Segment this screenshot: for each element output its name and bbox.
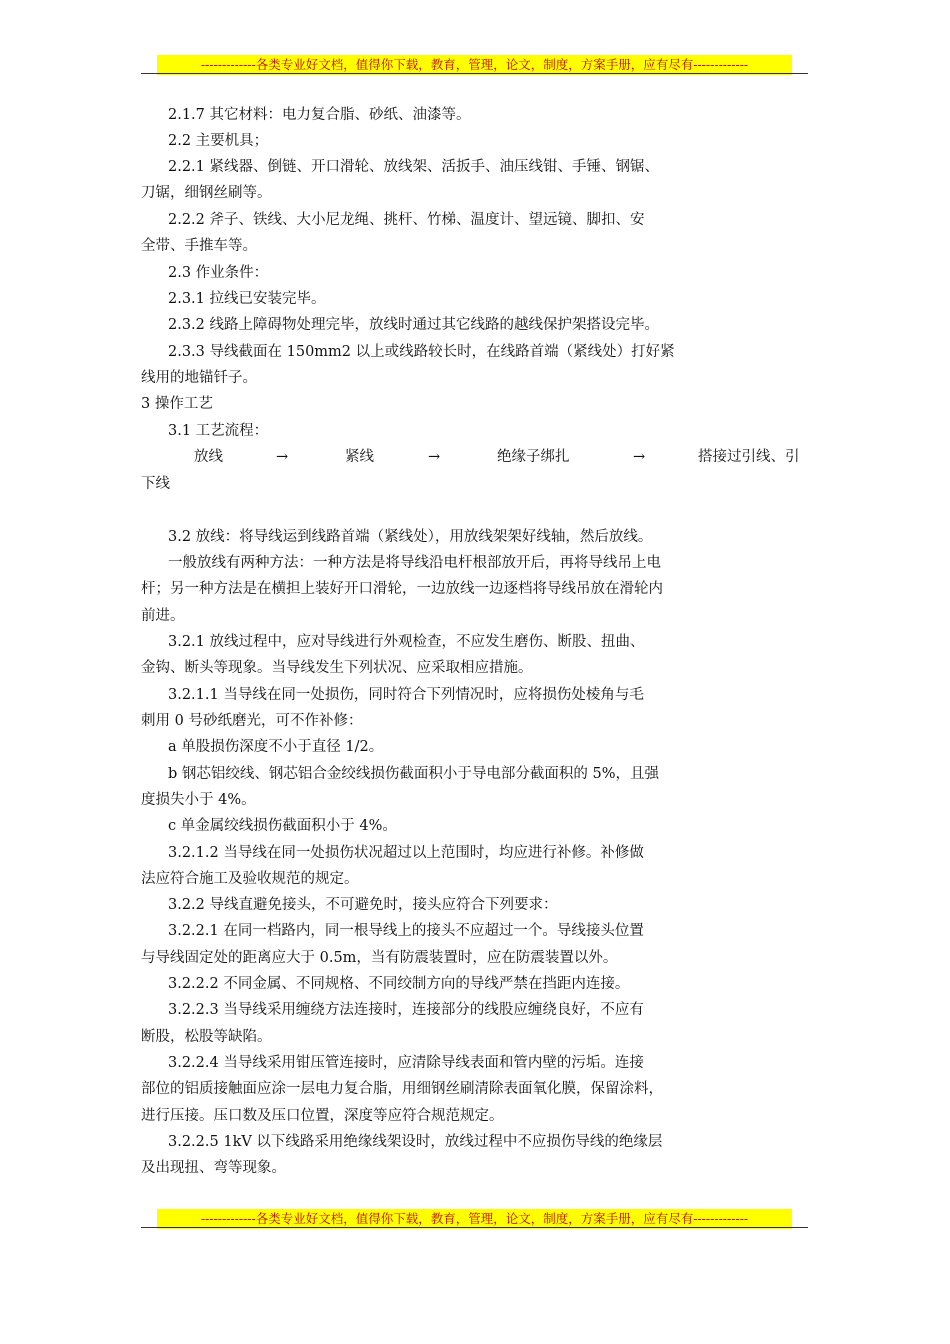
heading-2-3: 2.3 作业条件： [168, 265, 269, 281]
para-2-3-3: 2.3.3 导线截面在 150mm2 以上或线路较长时，在线路首端（紧线处）打好紧 [168, 344, 675, 360]
para-3-2-methods: 一般放线有两种方法：一种方法是将导线沿电杆根部放开后，再将导线吊上电 [168, 555, 661, 571]
item-c: c 单金属绞线损伤截面积小于 4%。 [168, 818, 397, 834]
para-3-2-1: 3.2.1 放线过程中，应对导线进行外观检查，不应发生磨伤、断股、扭曲、 [168, 634, 645, 650]
process-flow [0, 447, 950, 467]
para-3-2-1-1-cont: 刺用 0 号砂纸磨光，可不作补修： [141, 713, 363, 729]
para-3-2-2-2: 3.2.2.2 不同金属、不同规格、不同绞制方向的导线严禁在挡距内连接。 [168, 976, 630, 992]
para-3-2-methods-cont: 杆；另一种方法是在横担上装好开口滑轮，一边放线一边逐档将导线吊放在滑轮内 [141, 581, 663, 597]
footer-banner: -------------各类专业好文档，值得你下载，教育，管理，论文，制度，方案手册，应有尽有------------- [157, 1209, 792, 1229]
header-banner: -------------各类专业好文档，值得你下载，教育，管理，论文，制度，方案手册，应有尽有------------- [157, 55, 792, 75]
para-2-3-3-cont: 线用的地锚钎子。 [141, 370, 257, 386]
para-2-2-1: 2.2.1 紧线器、倒链、开口滑轮、放线架、活扳手、油压线钳、手锤、钢锯、 [168, 159, 660, 175]
flow-step-2: 紧线 [345, 449, 374, 465]
flow-step-4: 搭接过引线、引 [698, 449, 800, 465]
para-2-2-2-cont: 全带、手推车等。 [141, 238, 257, 254]
heading-2-2: 2.2 主要机具； [168, 133, 269, 149]
para-3-2-1-2: 3.2.1.2 当导线在同一处损伤状况超过以上范围时，均应进行补修。补修做 [168, 845, 644, 861]
flow-arrow-icon: → [276, 449, 289, 465]
para-3-2-2-4-end: 进行压接。压口数及压口位置，深度等应符合规范规定。 [141, 1108, 504, 1124]
para-3-2-1-cont: 金钩、断头等现象。当导线发生下列状况、应采取相应措施。 [141, 660, 533, 676]
para-3-2-2-1: 3.2.2.1 在同一档路内，同一根导线上的接头不应超过一个。导线接头位置 [168, 923, 644, 939]
heading-3: 3 操作工艺 [141, 396, 213, 412]
para-3-2-1-1: 3.2.1.1 当导线在同一处损伤，同时符合下列情况时，应将损伤处棱角与毛 [168, 687, 644, 703]
para-3-2-2-3: 3.2.2.3 当导线采用缠绕方法连接时，连接部分的线股应缠绕良好，不应有 [168, 1002, 644, 1018]
para-3-2-2-4: 3.2.2.4 当导线采用钳压管连接时，应清除导线表面和管内壁的污垢。连接 [168, 1055, 644, 1071]
para-3-2-methods-end: 前进。 [141, 608, 185, 624]
para-3-2: 3.2 放线：将导线运到线路首端（紧线处），用放线架架好线轴，然后放线。 [168, 529, 653, 545]
para-2-2-2: 2.2.2 斧子、铁线、大小尼龙绳、挑杆、竹梯、温度计、望远镜、脚扣、安 [168, 212, 645, 228]
para-3-2-2-4-cont: 部位的铝质接触面应涂一层电力复合脂，用细钢丝刷清除表面氧化膜，保留涂料， [141, 1081, 663, 1097]
para-2-3-1: 2.3.1 拉线已安装完毕。 [168, 291, 326, 307]
flow-arrow-icon: → [633, 449, 646, 465]
para-3-2-2-3-cont: 断股，松股等缺陷。 [141, 1029, 272, 1045]
para-2-1-7: 2.1.7 其它材料：电力复合脂、砂纸、油漆等。 [168, 107, 471, 123]
header-rule [141, 73, 808, 74]
para-3-2-2-1-cont: 与导线固定处的距离应大于 0.5m，当有防震装置时，应在防震装置以外。 [141, 950, 618, 966]
para-2-3-2: 2.3.2 线路上障碍物处理完毕，放线时通过其它线路的越线保护架搭设完毕。 [168, 317, 660, 333]
para-3-2-1-2-cont: 法应符合施工及验收规范的规定。 [141, 871, 359, 887]
para-3-2-2-5-cont: 及出现扭、弯等现象。 [141, 1160, 286, 1176]
footer-rule [141, 1227, 808, 1228]
heading-3-1: 3.1 工艺流程： [168, 423, 269, 439]
item-b-cont: 度损失小于 4%。 [141, 792, 256, 808]
para-2-2-1-cont: 刀锯，细钢丝刷等。 [141, 185, 272, 201]
flow-step-3: 绝缘子绑扎 [497, 449, 570, 465]
para-3-2-2-5: 3.2.2.5 1kV 以下线路采用绝缘线架设时，放线过程中不应损伤导线的绝缘层 [168, 1134, 663, 1150]
item-a: a 单股损伤深度不小于直径 1/2。 [168, 739, 384, 755]
flow-continuation: 下线 [141, 476, 170, 492]
para-3-2-2: 3.2.2 导线直避免接头，不可避免时，接头应符合下列要求： [168, 897, 558, 913]
flow-step-1: 放线 [194, 449, 223, 465]
item-b: b 钢芯铝绞线、钢芯铝合金绞线损伤截面积小于导电部分截面积的 5%，且强 [168, 766, 660, 782]
flow-arrow-icon: → [428, 449, 441, 465]
